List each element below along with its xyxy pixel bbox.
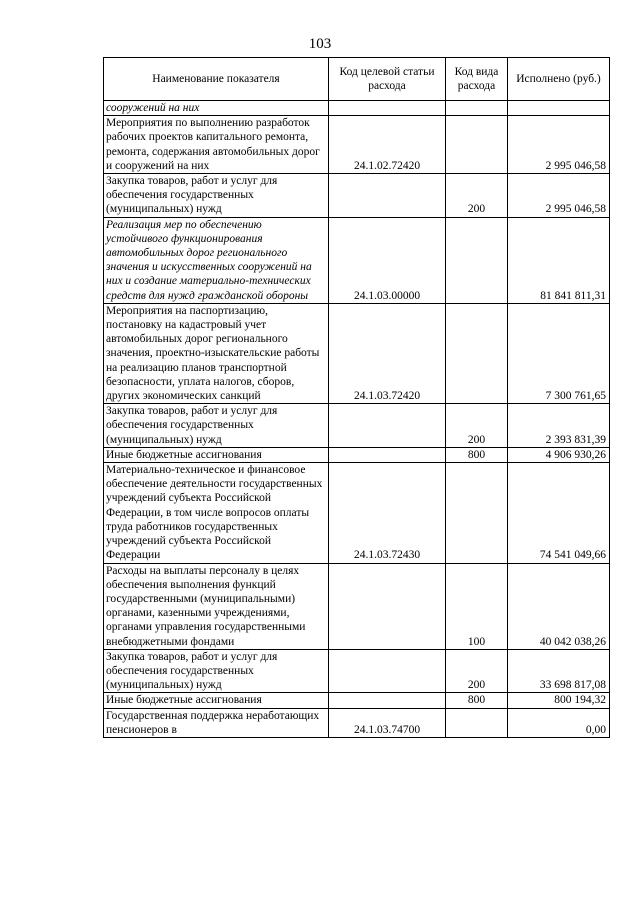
table-row [104, 708, 610, 737]
cell-name: Мероприятия по выполнению разработок рабочих проектов капитального ремонта, ремонта, содержания автомобильных дорог и сооружений на них [104, 116, 329, 174]
cell-amount: 40 042 038,26 [508, 563, 610, 649]
cell-code: 24.1.03.72420 [329, 303, 446, 403]
header-code: Код целевой статьи расхода [329, 58, 446, 101]
cell-amount: 2 995 046,58 [508, 174, 610, 218]
cell-vid: 200 [446, 404, 508, 448]
cell-code: 24.1.02.72420 [329, 116, 446, 174]
cell-amount: 7 300 761,65 [508, 303, 610, 403]
cell-code: 24.1.03.72430 [329, 463, 446, 563]
header-vid: Код вида расхода [446, 58, 508, 101]
cell-code [329, 447, 446, 462]
cell-name: Иные бюджетные ассигнования [104, 447, 329, 462]
cell-amount: 2 393 831,39 [508, 404, 610, 448]
cell-name: сооружений на них [104, 101, 329, 116]
cell-amount: 0,00 [508, 708, 610, 737]
cell-name: Мероприятия на паспортизацию, постановку на кадастровый учет автомобильных дорог регионального значения, проектно-изыскательские работы на реализацию планов транспортной безопасности, уплата налогов, сборов, других экономических санкций [104, 303, 329, 403]
cell-vid [446, 217, 508, 303]
table-row [104, 463, 610, 563]
cell-code [329, 693, 446, 708]
cell-amount: 2 995 046,58 [508, 116, 610, 174]
cell-vid: 200 [446, 174, 508, 218]
cell-name: Материально-техническое и финансовое обеспечение деятельности государственных учреждений субъекта Российской Федерации, в том числе вопросов оплаты труда работников государственных учреждений субъекта Российской Федерации [104, 463, 329, 563]
cell-amount: 4 906 930,26 [508, 447, 610, 462]
cell-amount: 33 698 817,08 [508, 649, 610, 693]
cell-name: Государственная поддержка неработающих пенсионеров в [104, 708, 329, 737]
table-row [104, 693, 610, 708]
cell-vid: 800 [446, 693, 508, 708]
cell-code [329, 404, 446, 448]
cell-vid [446, 708, 508, 737]
cell-amount: 81 841 811,31 [508, 217, 610, 303]
cell-vid: 100 [446, 563, 508, 649]
cell-amount: 74 541 049,66 [508, 463, 610, 563]
header-amount: Исполнено (руб.) [508, 58, 610, 101]
cell-vid [446, 463, 508, 563]
page-number: 103 [308, 36, 332, 52]
table-row [104, 404, 610, 448]
cell-name: Расходы на выплаты персоналу в целях обеспечения выполнения функций государственными (муниципальными) органами, казенными учреждениями, органами управления государственными внебюджетными фондами [104, 563, 329, 649]
cell-name: Закупка товаров, работ и услуг для обеспечения государственных (муниципальных) нужд [104, 649, 329, 693]
cell-vid: 800 [446, 447, 508, 462]
cell-code [329, 649, 446, 693]
cell-name: Реализация мер по обеспечению устойчивого функционирования автомобильных дорог регионального значения и искусственных сооружений на них и создание материально-технических средств для нужд гражданской обороны [104, 217, 329, 303]
cell-amount: 800 194,32 [508, 693, 610, 708]
table-row [104, 116, 610, 174]
table-header-row [104, 58, 610, 101]
cell-vid: 200 [446, 649, 508, 693]
budget-table [103, 57, 610, 738]
cell-code [329, 101, 446, 116]
table-row [104, 563, 610, 649]
cell-code: 24.1.03.74700 [329, 708, 446, 737]
table-row [104, 649, 610, 693]
table-row [104, 101, 610, 116]
cell-name: Закупка товаров, работ и услуг для обеспечения государственных (муниципальных) нужд [104, 174, 329, 218]
table-body [104, 101, 610, 738]
cell-code [329, 563, 446, 649]
header-name: Наименование показателя [104, 58, 329, 101]
cell-code: 24.1.03.00000 [329, 217, 446, 303]
cell-name: Иные бюджетные ассигнования [104, 693, 329, 708]
cell-vid [446, 303, 508, 403]
table-row [104, 303, 610, 403]
table-row [104, 447, 610, 462]
cell-name: Закупка товаров, работ и услуг для обеспечения государственных (муниципальных) нужд [104, 404, 329, 448]
table-row [104, 217, 610, 303]
cell-amount [508, 101, 610, 116]
cell-vid [446, 116, 508, 174]
cell-vid [446, 101, 508, 116]
table-row [104, 174, 610, 218]
cell-code [329, 174, 446, 218]
